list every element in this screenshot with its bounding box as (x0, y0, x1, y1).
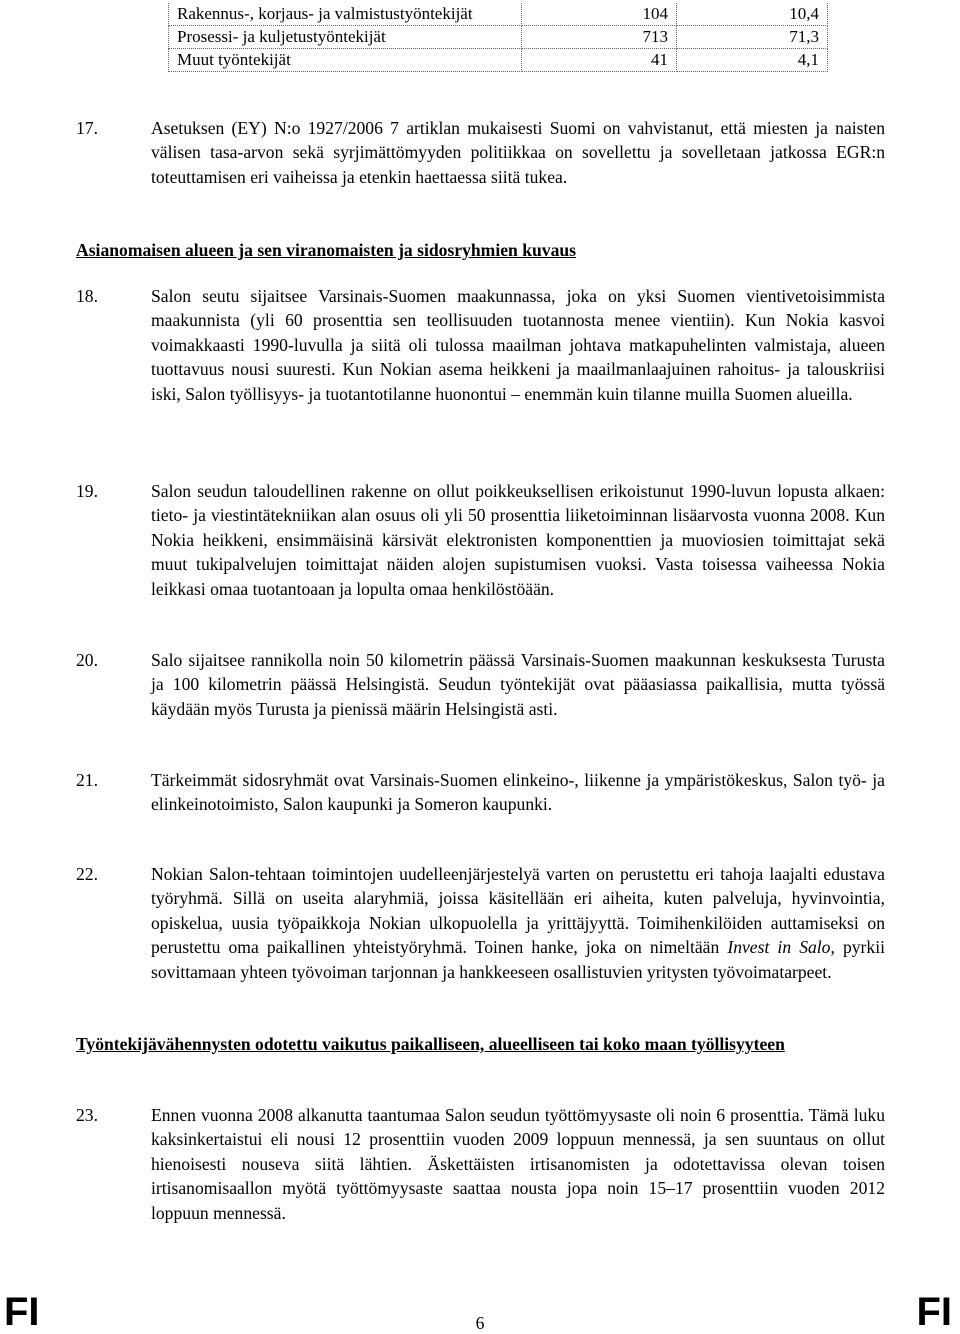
paragraph-23 (76, 1103, 885, 1225)
table-cell-count: 104 (522, 3, 677, 26)
paragraph-text: Asetuksen (EY) N:o 1927/2006 7 artiklan mukaisesti Suomi on vahvistanut, että miesten ja naisten välisen tasa-arvon sekä syrjimättömyyden politiikkaa on sovellettu ja sovelletaan jatkossa EGR:n toteuttamisen eri vaiheissa ja etenkin haettaessa siitä tukea. (151, 118, 885, 187)
paragraph-number: 19. (76, 481, 98, 501)
table-cell-category: Prosessi- ja kuljetustyöntekijät (169, 26, 522, 49)
table-row (169, 3, 828, 26)
paragraph-text-part: , pyrkii sovittamaan yhteen työvoiman tarjonnan ja hankkeeseen osallistuvien yritysten työvoimatarpeet. (151, 937, 885, 982)
table-cell-category: Rakennus-, korjaus- ja valmistustyöntekijät (169, 3, 522, 26)
table-cell-percent: 71,3 (677, 26, 828, 49)
table-row (169, 49, 828, 72)
paragraph-number: 17. (76, 118, 98, 138)
paragraph-19 (76, 479, 885, 601)
table-cell-count: 713 (522, 26, 677, 49)
table-cell-category: Muut työntekijät (169, 49, 522, 72)
project-name: Invest in Salo (727, 937, 831, 958)
paragraph-number: 22. (76, 864, 98, 884)
paragraph-20 (76, 648, 885, 721)
footer-language-code-right: FI (916, 1290, 952, 1334)
paragraph-number: 20. (76, 650, 98, 670)
table-cell-percent: 4,1 (677, 49, 828, 72)
paragraph-text: Ennen vuonna 2008 alkanutta taantumaa Salon seudun työttömyysaste oli noin 6 prosenttia. Tämä luku kaksinkertaistui eli nousi 12 prosenttiin vuoden 2009 loppuun mennessä, ja sen suuntaus on ollut hienoisesti nouseva siitä lähtien. Äskettäisten irtisanomisten ja odotettavissa olevan toisen irtisanomisaallon myötä työttömyysaste saattaa nousta jopa noin 15–17 prosenttiin vuoden 2012 loppuun mennessä. (151, 1105, 885, 1223)
table-row (169, 26, 828, 49)
occupation-table (168, 3, 828, 72)
table-cell-percent: 10,4 (677, 3, 828, 26)
section-heading: Asianomaisen alueen ja sen viranomaisten ja sidosryhmien kuvaus (76, 240, 577, 260)
paragraph-17 (76, 116, 885, 189)
paragraph-number: 23. (76, 1105, 98, 1125)
paragraph-21 (76, 768, 885, 817)
paragraph-18 (76, 284, 885, 406)
paragraph-22 (76, 862, 885, 984)
section-heading: Työntekijävähennysten odotettu vaikutus paikalliseen, alueelliseen tai koko maan työllisyyteen (76, 1034, 785, 1054)
paragraph-text-part: Nokian Salon-tehtaan toimintojen uudelleenjärjestelyä varten on perustettu eri tahoja laajalti edustava työryhmä. Sillä on useita alaryhmiä, joissa käsitellään eri aiheita, kuten palveluja, hyvinvointia, opiskelua, uusia työpaikkoja Nokian ulkopuolella ja yrittäjyyttä. Toimihenkilöiden auttamiseksi on perustettu oma paikallinen yhteistyöryhmä. Toinen hanke, joka on nimeltään (151, 864, 885, 958)
footer-language-code-left: FI (4, 1290, 40, 1334)
paragraph-text: Tärkeimmät sidosryhmät ovat Varsinais-Suomen elinkeino-, liikenne ja ympäristökeskus, Salon työ- ja elinkeinotoimisto, Salon kaupunki ja Someron kaupunki. (151, 770, 885, 815)
paragraph-text (151, 862, 885, 984)
paragraph-text: Salon seudun taloudellinen rakenne on ollut poikkeuksellisen erikoistunut 1990-luvun lopusta alkaen: tieto- ja viestintätekniikan alan osuus oli yli 50 prosenttia liiketoiminnan lisäarvosta vuonna 2008. Kun Nokia heikkeni, ensimmäisinä kärsivät elektronisten komponenttien ja muoviosien toimittajat sekä muut tukipalvelujen toimittajat näiden alojen supistumisen vuoksi. Vasta toisessa vaiheessa Nokia leikkasi omaa tuotantoaan ja lopulta omaa henkilöstöään. (151, 481, 885, 599)
paragraph-text: Salon seutu sijaitsee Varsinais-Suomen maakunnassa, joka on yksi Suomen vientivetoisimmista maakunnista (yli 60 prosenttia sen teollisuuden tuotannosta menee vientiin). Kun Nokia kasvoi voimakkaasti 1990-luvulla ja siitä oli tulossa maailman johtava matkapuhelinten valmistaja, alueen tuottavuus nousi suuresti. Kun Nokian asema heikkeni ja maailmanlaajuinen rahoitus- ja talouskriisi iski, Salon työllisyys- ja tuotantotilanne huonontui – enemmän kuin tilanne muilla Suomen alueilla. (151, 286, 885, 404)
paragraph-number: 18. (76, 286, 98, 306)
table-cell-count: 41 (522, 49, 677, 72)
page-number: 6 (475, 1313, 485, 1333)
paragraph-text: Salo sijaitsee rannikolla noin 50 kilometrin päässä Varsinais-Suomen maakunnan keskuksesta Turusta ja 100 kilometrin päässä Helsingistä. Seudun työntekijät ovat pääasiassa paikallisia, mutta työssä käydään myös Turusta ja pienissä määrin Helsingistä asti. (151, 650, 885, 719)
paragraph-number: 21. (76, 770, 98, 790)
